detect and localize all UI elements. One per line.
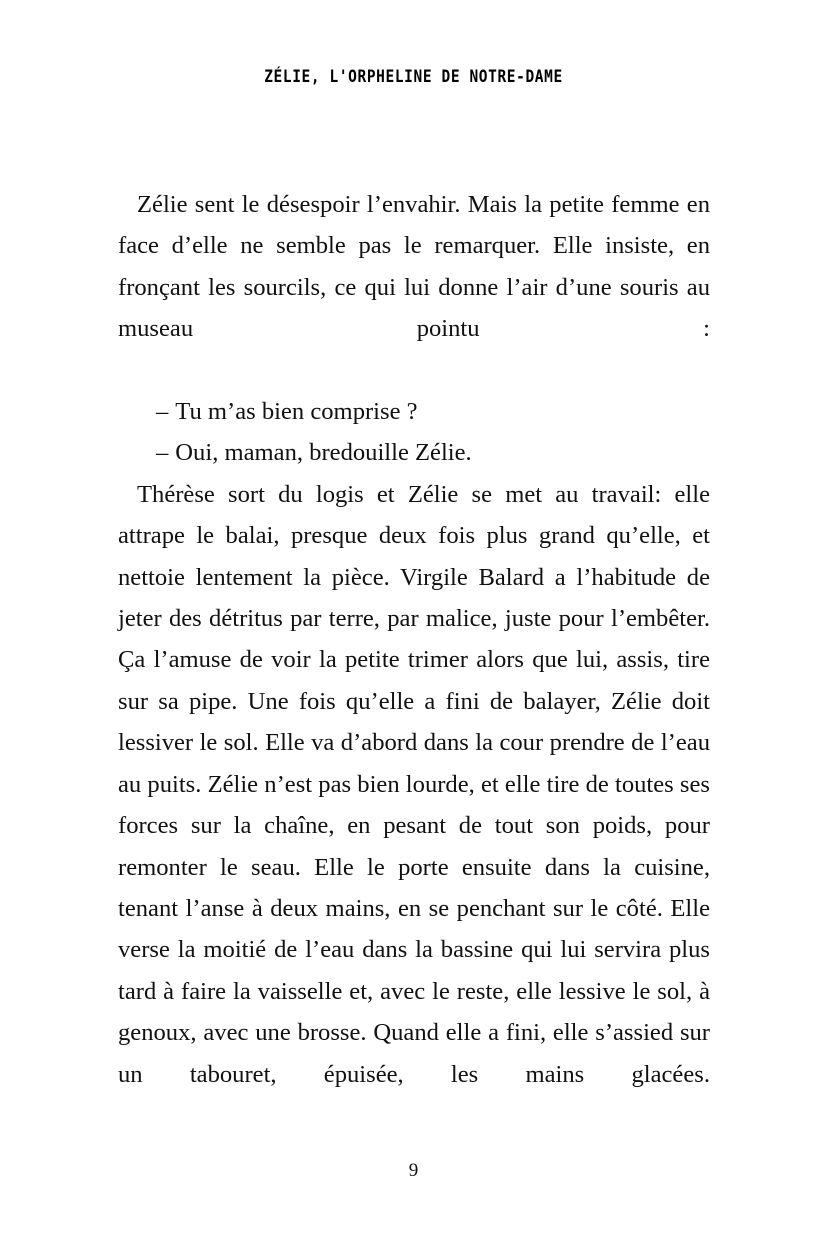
running-header: ZÉLIE, L'ORPHELINE DE NOTRE-DAME xyxy=(264,68,563,87)
em-dash-icon: – xyxy=(156,439,169,467)
dialogue-line-2-text: Oui, maman, bredouille Zélie. xyxy=(175,439,472,467)
dialogue-line-1-text: Tu m’as bien comprise ? xyxy=(175,398,418,426)
em-dash-icon: – xyxy=(156,398,169,426)
text-column xyxy=(118,184,710,1136)
dialogue-line-2 xyxy=(118,432,710,473)
dialogue-line-1 xyxy=(118,391,710,432)
page-number: 9 xyxy=(408,1160,419,1181)
paragraph-2: Thérèse sort du logis et Zélie se met au travail: elle attrape le balai, presque deux fois plus grand qu’elle, et nettoie lentement la pièce. Virgile Balard a l’habitude de jeter des détritus par terre, par malice, juste pour l’embêter. Ça l’amuse de voir la petite trimer alors que lui, assis, tire sur sa pipe. Une fois qu’elle a fini de balayer, Zélie doit lessiver le sol. Elle va d’abord dans la cour prendre de l’eau au puits. Zélie n’est pas bien lourde, et elle tire de toutes ses forces sur la chaîne, en pesant de tout son poids, pour remonter le seau. Elle le porte ensuite dans la cuisine, tenant l’anse à deux mains, en se penchant sur le côté. Elle verse la moitié de l’eau dans la bassine qui lui servira plus tard à faire la vaisselle et, avec le reste, elle lessive le sol, à genoux, avec une brosse. Quand elle a fini, elle s’assied sur un tabouret, épuisée, les mains glacées. xyxy=(118,480,710,1088)
paragraph-1: Zélie sent le désespoir l’envahir. Mais la petite femme en face d’elle ne semble pas le remarquer. Elle insiste, en fronçant les sourcils, ce qui lui donne l’air d’une souris au museau pointu : xyxy=(118,191,710,343)
